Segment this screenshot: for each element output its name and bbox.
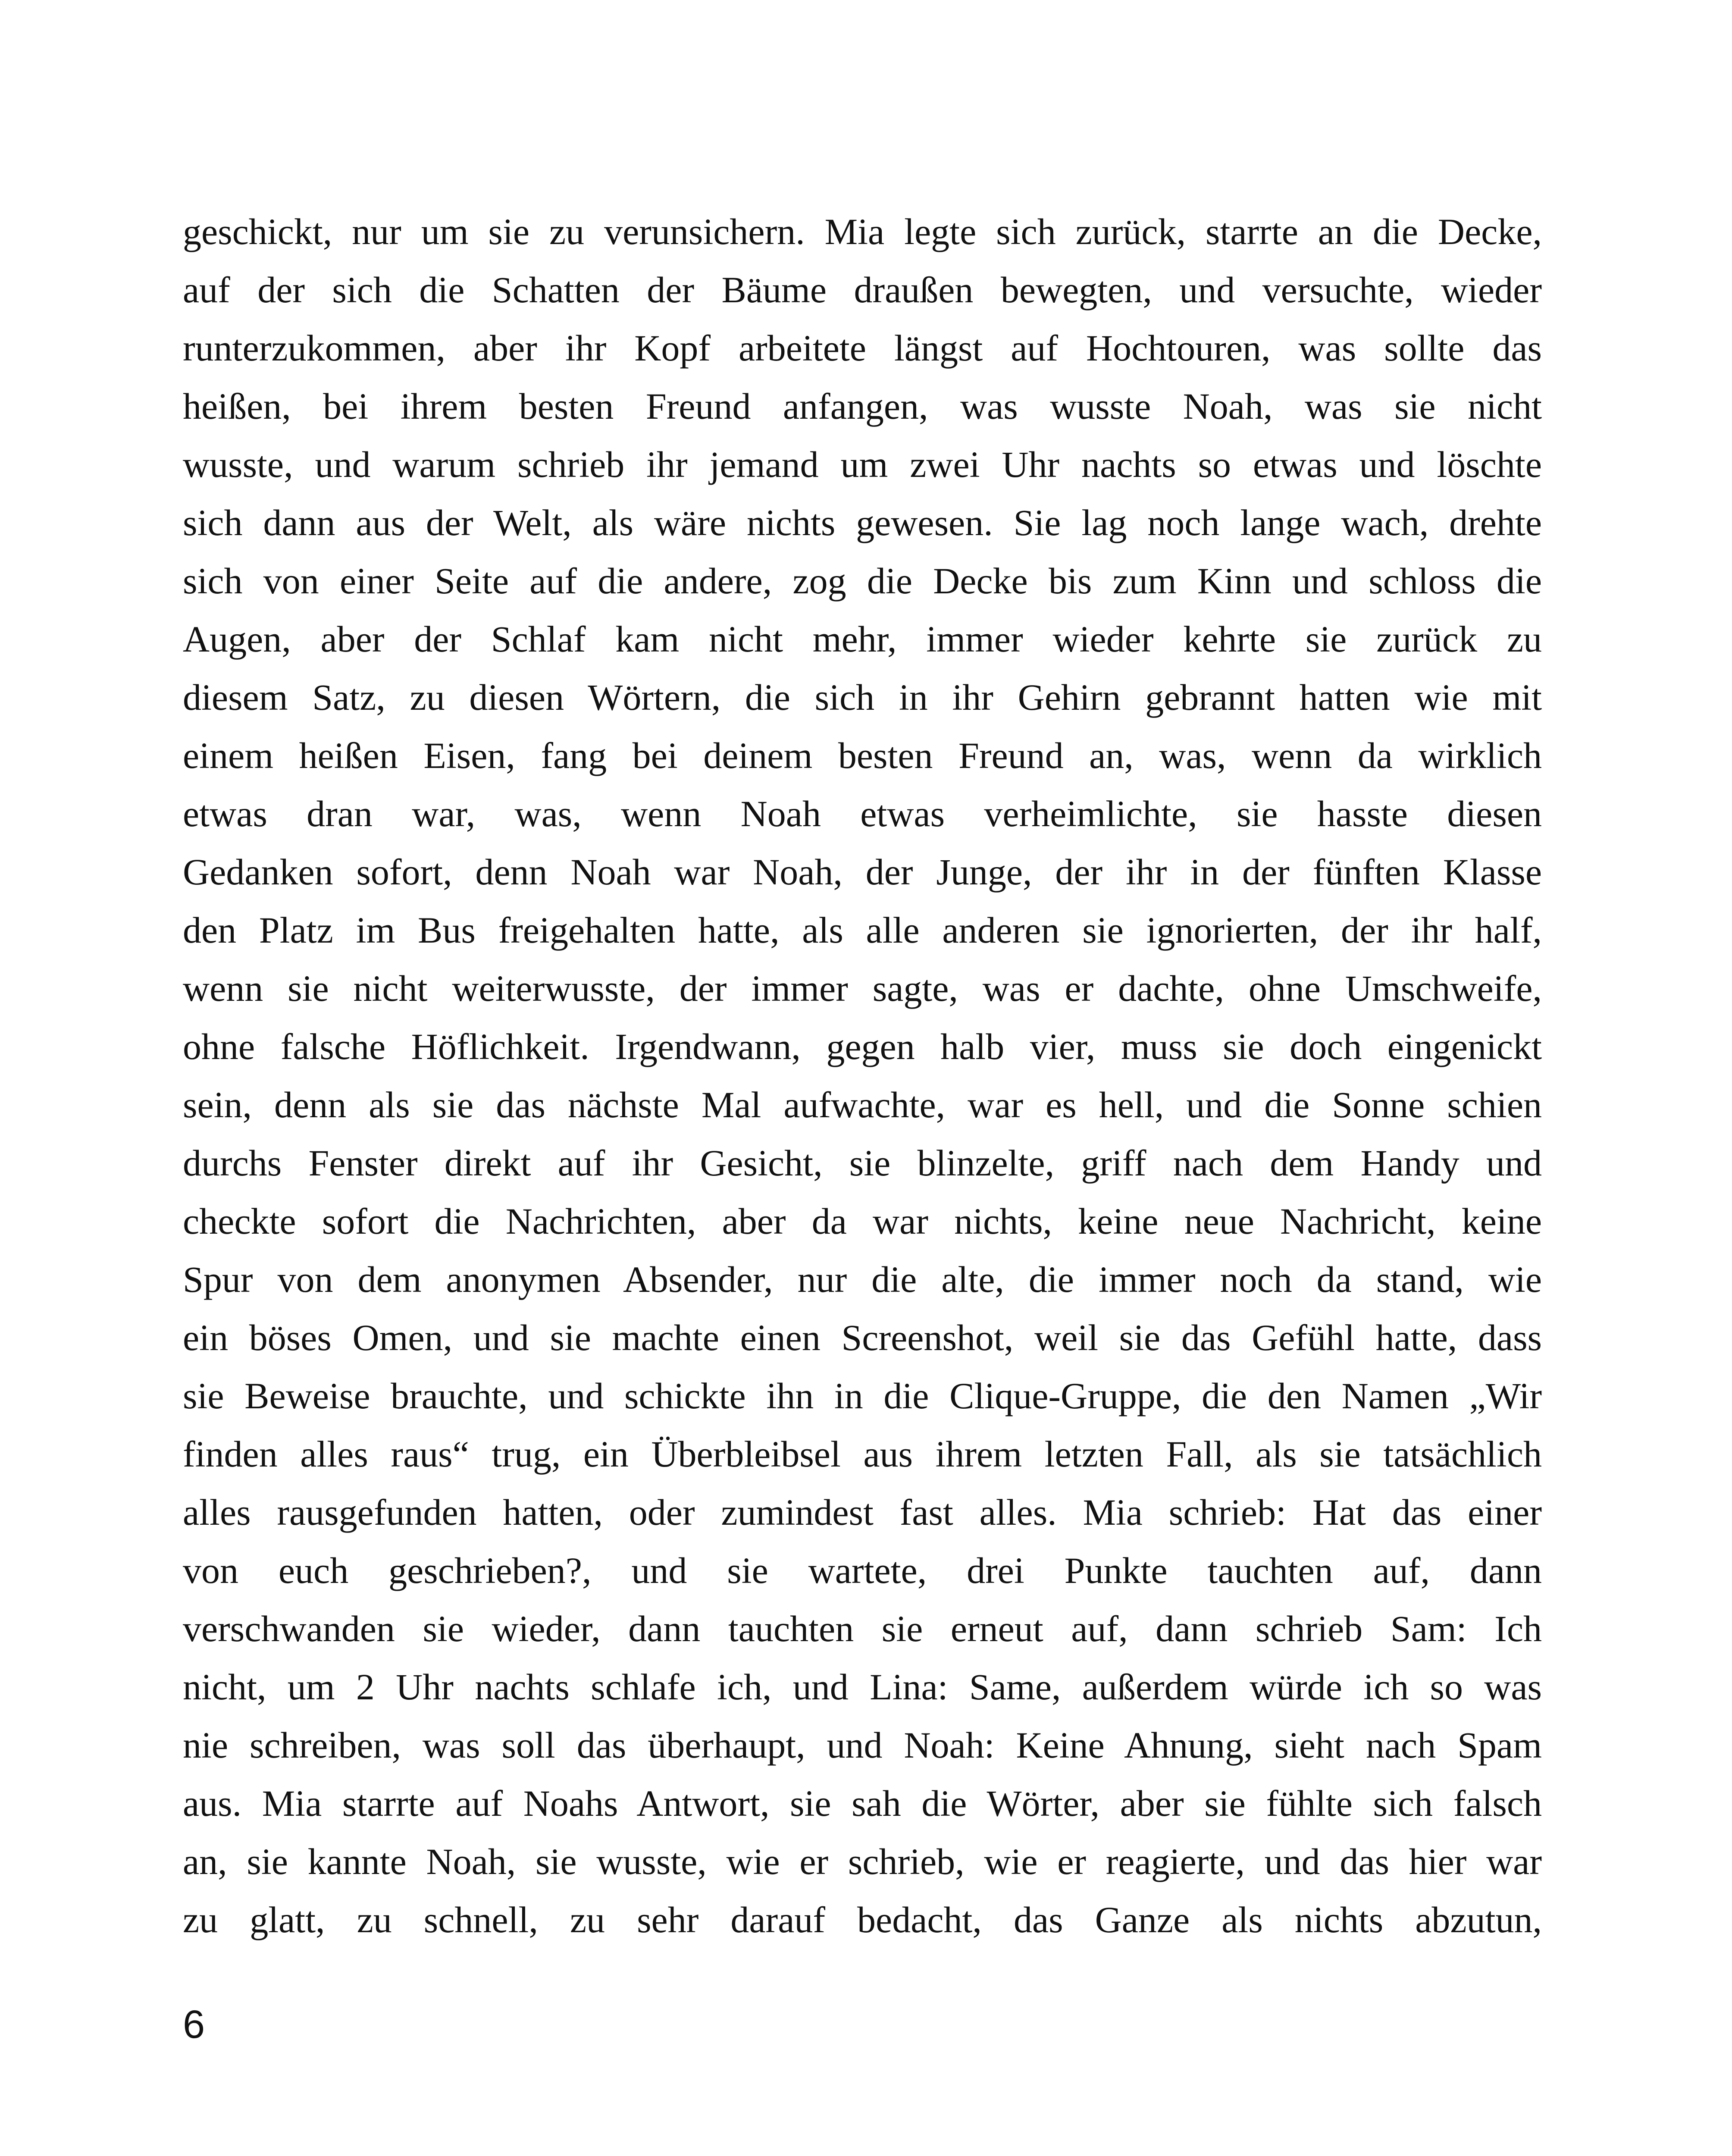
text-line: geschickt, nur um sie zu verunsichern. Mia legte sich zurück, starrte an die Decke, [183,211,1542,252]
text-line: sich dann aus der Welt, als wäre nichts gewesen. Sie lag noch lange wach, drehte [183,502,1542,543]
text-line: Gedanken sofort, denn Noah war Noah, der Junge, der ihr in der fünften Klasse [183,851,1542,893]
text-line: an, sie kannte Noah, sie wusste, wie er schrieb, wie er reagierte, und das hier war [183,1841,1542,1882]
text-line: aus. Mia starrte auf Noahs Antwort, sie sah die Wörter, aber sie fühlte sich falsch [183,1783,1542,1824]
text-line: runterzukommen, aber ihr Kopf arbeitete längst auf Hochtouren, was sollte das [183,327,1542,369]
text-line: etwas dran war, was, wenn Noah etwas verheimlichte, sie hasste diesen [183,793,1542,834]
page-number: 6 [183,2002,205,2046]
text-line: wusste, und warum schrieb ihr jemand um zwei Uhr nachts so etwas und löschte [183,444,1542,485]
text-line: ein böses Omen, und sie machte einen Screenshot, weil sie das Gefühl hatte, dass [183,1317,1542,1358]
text-line: von euch geschrieben?, und sie wartete, drei Punkte tauchten auf, dann [183,1550,1542,1591]
text-line: ohne falsche Höflichkeit. Irgendwann, gegen halb vier, muss sie doch eingenickt [183,1026,1542,1067]
text-line: sie Beweise brauchte, und schickte ihn in die Clique-Gruppe, die den Namen „Wir [183,1375,1542,1416]
text-line: heißen, bei ihrem besten Freund anfangen, was wusste Noah, was sie nicht [183,385,1542,427]
text-line: finden alles raus“ trug, ein Überbleibsel aus ihrem letzten Fall, als sie tatsächlich [183,1433,1542,1475]
text-line: Augen, aber der Schlaf kam nicht mehr, immer wieder kehrte sie zurück zu [183,618,1542,660]
text-line: durchs Fenster direkt auf ihr Gesicht, sie blinzelte, griff nach dem Handy und [183,1142,1542,1184]
text-line: den Platz im Bus freigehalten hatte, als alle anderen sie ignorierten, der ihr half, [183,909,1542,951]
body-paragraph [183,203,1542,1949]
text-line: zu glatt, zu schnell, zu sehr darauf bedacht, das Ganze als nichts abzutun, [183,1899,1542,1940]
text-line: auf der sich die Schatten der Bäume draußen bewegten, und versuchte, wieder [183,269,1542,310]
text-line: sich von einer Seite auf die andere, zog die Decke bis zum Kinn und schloss die [183,560,1542,602]
text-line: diesem Satz, zu diesen Wörtern, die sich in ihr Gehirn gebrannt hatten wie mit [183,677,1542,718]
text-line: nicht, um 2 Uhr nachts schlafe ich, und Lina: Same, außerdem würde ich so was [183,1666,1542,1708]
text-line: wenn sie nicht weiterwusste, der immer sagte, was er dachte, ohne Umschweife, [183,968,1542,1009]
text-line: Spur von dem anonymen Absender, nur die alte, die immer noch da stand, wie [183,1259,1542,1300]
text-line: alles rausgefunden hatten, oder zumindest fast alles. Mia schrieb: Hat das einer [183,1492,1542,1533]
text-line: verschwanden sie wieder, dann tauchten sie erneut auf, dann schrieb Sam: Ich [183,1608,1542,1649]
text-line: sein, denn als sie das nächste Mal aufwachte, war es hell, und die Sonne schien [183,1084,1542,1125]
text-line: nie schreiben, was soll das überhaupt, und Noah: Keine Ahnung, sieht nach Spam [183,1724,1542,1766]
text-line: einem heißen Eisen, fang bei deinem besten Freund an, was, wenn da wirklich [183,735,1542,776]
text-line: checkte sofort die Nachrichten, aber da war nichts, keine neue Nachricht, keine [183,1200,1542,1242]
